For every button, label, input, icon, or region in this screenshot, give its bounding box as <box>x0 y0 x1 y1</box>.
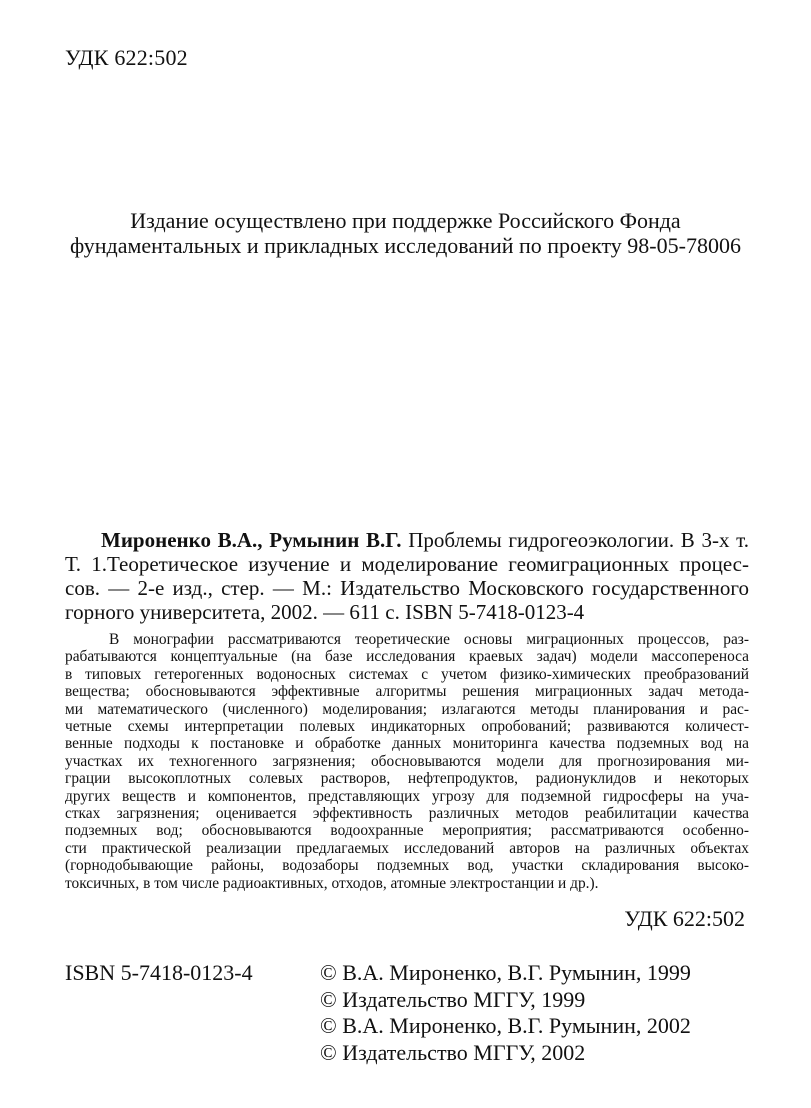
annotation-line: четные схемы интерпретации полевых индикаторных опробований; развиваются количест- <box>65 718 749 736</box>
biblio-line-1 <box>65 528 749 552</box>
funding-note-line: Издание осуществлено при поддержке Российского Фонда <box>130 208 681 233</box>
annotation-line: стках загрязнения; оценивается эффективность различных методов реабилитации качества <box>65 805 749 823</box>
annotation-line: подземных вод; обосновываются водоохранные мероприятия; рассматриваются особенно- <box>65 822 749 840</box>
funding-note-line: фундаментальных и прикладных исследований по проекту 98-05-78006 <box>70 233 741 258</box>
annotation-line: венные подходы к постановке и обработке данных мониторинга качества подземных вод на <box>65 735 749 753</box>
biblio-line-4: горного университета, 2002. — 611 с. ISBN 5-7418-0123-4 <box>65 600 585 624</box>
annotation-line: ми математического (численного) моделирования; излагаются методы планирования и рас- <box>65 700 749 718</box>
biblio-line-3: сов. — 2-е изд., стер. — М.: Издательство Московского государственного <box>65 576 749 600</box>
funding-note <box>60 208 751 258</box>
copyright-line: © Издательство МГГУ, 2002 <box>320 1039 586 1065</box>
annotation-line: В монографии рассматриваются теоретические основы миграционных процессов, раз- <box>109 631 749 648</box>
annotation-line: токсичных, в том числе радиоактивных, отходов, атомные электростанции и др.). <box>65 874 599 892</box>
annotation-line: вещества; обосновываются эффективные алгоритмы решения миграционных задач метода- <box>65 683 749 701</box>
udk-code-top: УДК 622:502 <box>65 45 188 70</box>
authors: Мироненко В.А., Румынин В.Г. <box>101 528 402 552</box>
bibliographic-record <box>65 528 749 624</box>
annotation-line: сти практической реализации предлагаемых исследований авторов на различных объектах <box>65 839 749 857</box>
copyright-line: © В.А. Мироненко, В.Г. Румынин, 2002 <box>320 1013 691 1038</box>
annotation-line: других веществ и компонентов, представляющих угрозу для подземной гидросферы на уча- <box>65 787 749 805</box>
biblio-line-2: Т. 1.Теоретическое изучение и моделирование геомиграционных процес- <box>65 552 749 576</box>
copyright-line: © Издательство МГГУ, 1999 <box>320 986 586 1012</box>
annotation-line: (горнодобывающие районы, водозаборы подземных вод, участки складирования высоко- <box>65 857 749 875</box>
copyright-line: © В.А. Мироненко, В.Г. Румынин, 1999 <box>320 960 691 985</box>
annotation-line: в типовых гетерогенных водоносных системах с учетом физико-химических преобразований <box>65 665 749 683</box>
annotation-line: рабатываются концептуальные (на базе исследования краевых задач) модели массопереноса <box>65 648 749 666</box>
udk-code-bottom: УДК 622:502 <box>624 906 745 931</box>
annotation-line: грации высокоплотных солевых растворов, нефтепродуктов, радионуклидов и некоторых <box>65 770 749 788</box>
copyright-list <box>320 960 691 1066</box>
isbn: ISBN 5-7418-0123-4 <box>65 960 253 985</box>
annotation <box>65 631 749 892</box>
book-title: Проблемы гидрогеоэкологии. В 3-х т. <box>408 528 749 552</box>
annotation-line: участках их техногенного загрязнения; обосновываются модели для прогнозирования ми- <box>65 752 749 770</box>
